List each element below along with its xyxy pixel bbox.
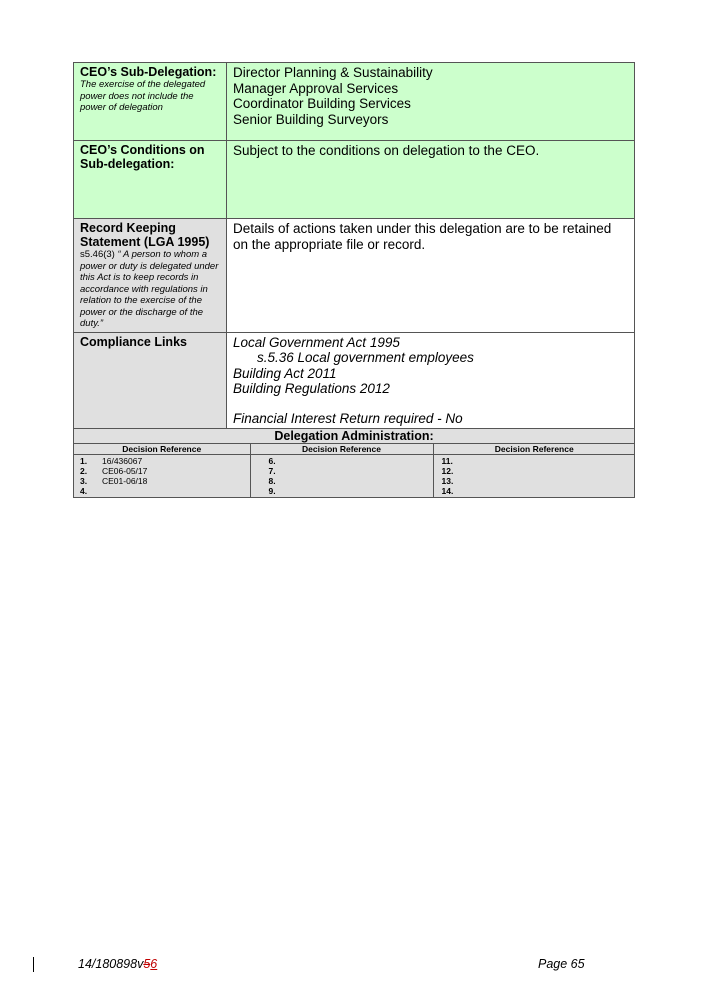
list-item: 1. 16/436067 [80,456,143,466]
delegation-table [73,62,635,498]
compliance-section: s.5.36 Local government employees [257,350,474,365]
list-item: 14. [441,486,454,496]
list-item: 11. [441,456,453,466]
sub-delegation-row [74,63,635,141]
compliance-regulations: Building Regulations 2012 [233,381,390,396]
conditions-label: CEO’s Conditions on Sub-delegation: [80,143,205,171]
admin-col2-header: Decision Reference [250,444,433,455]
compliance-act: Local Government Act 1995 [233,334,400,350]
admin-table [74,444,635,497]
admin-col1-header: Decision Reference [74,444,250,455]
compliance-label: Compliance Links [80,334,187,349]
compliance-label-cell [74,332,227,429]
list-item: 12. [441,466,454,476]
sub-delegation-label: CEO’s Sub-Delegation: [80,65,217,79]
record-keeping-statement [80,249,220,330]
compliance-building-act: Building Act 2011 [233,365,337,381]
list-item: 9. [268,486,276,496]
spacer [233,397,628,411]
admin-title: Delegation Administration: [74,429,635,444]
admin-block [74,444,635,498]
admin-col3-header: Decision Reference [433,444,635,455]
old-version: 5 [143,957,151,971]
list-item: 13. [441,476,454,486]
record-keeping-row [74,219,635,333]
footer-doc-ref: 14/180898v56 [78,957,158,971]
list-item: 2. CE06-05/17 [80,466,148,476]
sub-delegate-2: Manager Approval Services [233,80,399,96]
compliance-row [74,332,635,429]
conditions-value-cell [227,141,635,219]
record-keeping-label-cell [74,219,227,333]
financial-interest: Financial Interest Return required - No [233,410,463,426]
sub-delegate-1: Director Planning & Sustainability [233,65,433,80]
sub-delegation-note: The exercise of the delegated power does not include the power of delegation [80,79,206,113]
record-keeping-value: Details of actions taken under this delegation are to be retained on the appropriate file or record. [233,221,612,252]
record-keeping-section: s5.46(3) [80,249,118,260]
record-keeping-quote: “ A person to whom a power or duty is delegated under this Act is to keep records in accordance with regulations in relation to the exercise of the power or the discharge of the duty.” [80,249,219,329]
sub-delegate-4: Senior Building Surveyors [233,111,389,127]
record-keeping-value-cell [227,219,635,333]
change-bar [33,957,34,972]
conditions-value: Subject to the conditions on delegation to the CEO. [233,143,540,158]
admin-title-row [74,429,635,444]
admin-col1 [74,455,250,498]
record-keeping-label: Record Keeping Statement (LGA 1995) [80,221,210,249]
sub-delegate-3: Coordinator Building Services [233,96,411,111]
admin-block-row [74,444,635,498]
page-number: Page 65 [538,957,585,971]
compliance-value-cell [227,332,635,429]
list-item: 6. [268,456,276,466]
sub-delegation-value-cell [227,63,635,141]
list-item: 4. [80,486,88,496]
list-item: 3. CE01-06/18 [80,476,148,486]
admin-col2 [250,455,433,498]
sub-delegation-label-cell [74,63,227,141]
admin-col3 [433,455,635,498]
conditions-label-cell [74,141,227,219]
new-version: 6 [150,957,158,971]
list-item: 8. [268,476,276,486]
conditions-row [74,141,635,219]
list-item: 7. [268,466,276,476]
